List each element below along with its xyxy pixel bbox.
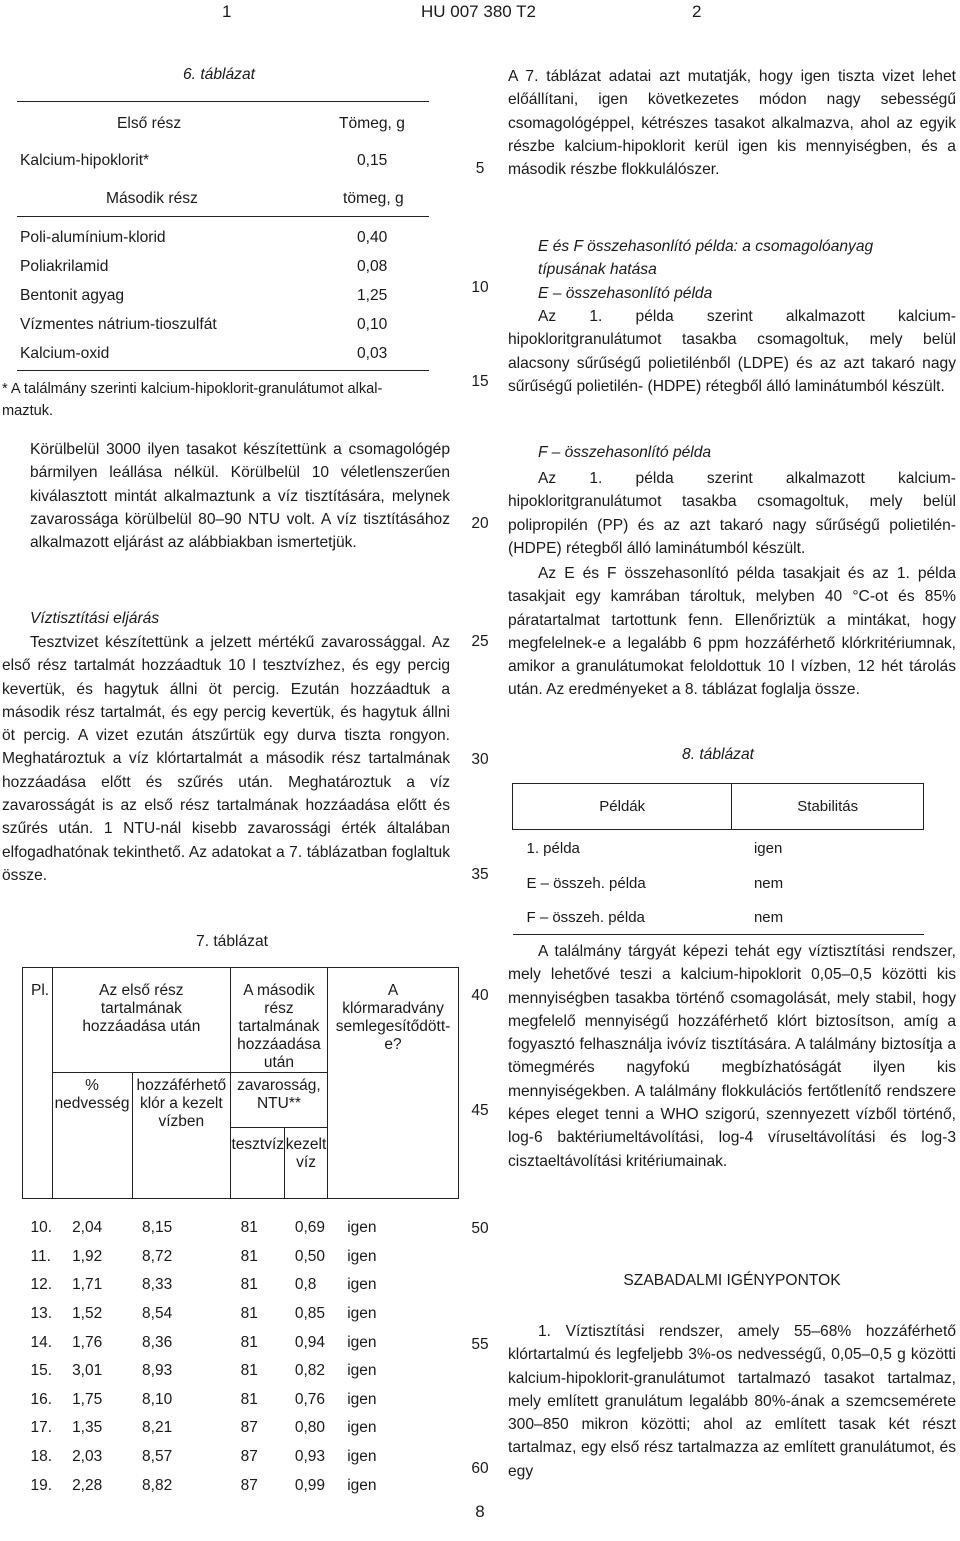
- footnote-line: * A találmány szerinti kalcium-hipoklorit-granulátumot alkal-: [2, 381, 383, 397]
- header-klor: A klórmaradvány semlegesítődött-e?: [327, 968, 459, 1199]
- header-stability: Stabilitás: [732, 784, 924, 830]
- e-heading: E – összehasonlító példa: [538, 284, 713, 302]
- table-row: [23, 1328, 459, 1357]
- table-cell: 16.: [30, 1390, 53, 1408]
- table6-row: [17, 258, 427, 280]
- table-cell: 8,36: [142, 1333, 173, 1351]
- table-cell: 81: [240, 1362, 258, 1380]
- page-footer-number: 8: [475, 1502, 485, 1521]
- row-value: 0,03: [357, 345, 388, 362]
- table8-title: 8. táblázat: [682, 746, 754, 763]
- table-cell: igen: [347, 1390, 377, 1408]
- section-heading: Víztisztítási eljárás: [30, 610, 160, 627]
- table-cell: 8,10: [142, 1390, 173, 1408]
- f-paragraph: Az 1. példa szerint alkalmazott kalcium-hipokloritgranulátumot tasakba csomagoltuk, mely belül polipropilén (PP) és az azt takaró nagy sűrűségű polietilén- (HDPE) rétegből álló laminátumból készült.: [508, 470, 956, 557]
- table-cell: 1,35: [72, 1419, 103, 1437]
- table6-part2-header: [17, 190, 427, 212]
- line-number: 60: [471, 1460, 489, 1477]
- part1-unit: Tömeg, g: [339, 115, 405, 132]
- table-row: [23, 1199, 459, 1243]
- table-cell: 19.: [30, 1476, 53, 1494]
- row-name: Kalcium-oxid: [20, 345, 110, 362]
- table6-row: [17, 229, 427, 251]
- line-number: 15: [471, 373, 489, 390]
- header-test-water: tesztvíz: [231, 1128, 285, 1199]
- table-cell: 8,82: [142, 1476, 173, 1494]
- table-cell: 0,93: [294, 1447, 326, 1465]
- left-paragraph-2: Tesztvizet készítettünk a jelzett mértékű zavarossággal. Az első rész tartalmát hozzáadtuk 10 l tesztvízhez, és egy percig kevertük, és hagytuk állni öt percig. Ezután hozzáadtuk a második rész tartalmát, és egy percig kevertük, és hagytuk állni öt percig. A vizet ezután átszűrtük egy durva tiszta rongyon. Meghatároztuk a víz klórtartalmát a második rész tartalmának hozzáadása előtt és szűrés után. Meghatároztuk a víz zavarosságát is az első rész tartalmának hozzáadása előtt és szűrés után. 1 NTU-nál kisebb zavarossági érték általában elfogadhatónak tekinthető. Az adatokat a 7. táblázatban foglaltuk össze.: [2, 634, 450, 884]
- header-turbidity: zavarosság, NTU**: [231, 1073, 328, 1128]
- table-cell: nem: [753, 875, 784, 892]
- table7: [22, 967, 459, 1500]
- table-cell: 18.: [30, 1447, 53, 1465]
- header-first-part: Az első rész tartalmának hozzáadása után: [52, 968, 231, 1073]
- table-row: [513, 830, 924, 867]
- table-cell: igen: [347, 1476, 377, 1494]
- claim-1: 1. Víztisztítási rendszer, amely 55–68% hozzáférhető klórtartalmú és legfeljebb 3%-os nedvességű, 0,05–0,5 g közötti kalcium-hipoklorit-granulátumot tartalmazó tasakot tartalmaz, mely említett granulátum legalább 80%-ának a szemcsemérete 300–850 mikron közötti; ahol az említett tasak két részt tartalmaz, egy első rész tartalmazza az említett granulátumot, és egy: [508, 1323, 956, 1480]
- table-row: [23, 1385, 459, 1414]
- table-cell: 8,15: [142, 1218, 173, 1236]
- part1-label: Első rész: [117, 115, 182, 132]
- table-cell: igen: [347, 1333, 377, 1351]
- ef-paragraph: Az E és F összehasonlító példa tasakjait és az 1. példa tasakjait egy kamrában tároltuk, melyben 40 °C-ot és 85% páratartalmat tartottunk fenn. Ellenőriztük a mintákat, hogy megfelelnek-e a legalább 6 ppm hozzáférhető klórkritériumnak, amikor a granulátumokat feloldottuk 10 l vízben, 12 hét tárolás után. Az eredményeket a 8. táblázat foglalja össze.: [508, 565, 956, 699]
- f-heading: F – összehasonlító példa: [538, 444, 712, 461]
- table-cell: 1,75: [72, 1390, 103, 1408]
- table-row: [513, 901, 924, 935]
- table-cell: 0,8: [294, 1276, 317, 1294]
- header-examples: Példák: [513, 784, 732, 830]
- table-cell: igen: [347, 1447, 377, 1465]
- table-cell: 10.: [30, 1218, 53, 1236]
- table6-row: [17, 316, 427, 338]
- table8: [512, 783, 924, 935]
- table-cell: 3,01: [72, 1362, 103, 1380]
- table-cell: 8,21: [142, 1419, 173, 1437]
- table-cell: 87: [240, 1419, 258, 1437]
- table-row: [23, 1243, 459, 1272]
- right-paragraph-1: A 7. táblázat adatai azt mutatják, hogy igen tiszta vizet lehet előállítani, igen következetes módon nagy sebességű csomagológéppel, kétrészes tasakot alkalmazva, ahol az egyik részbe kalcium-hipoklorit kerül igen kis mennyiségben, és a második részbe flokkulálószer.: [508, 68, 956, 179]
- row-name: Poli-alumínium-klorid: [20, 229, 166, 246]
- table-cell: 0,94: [294, 1333, 326, 1351]
- table-cell: 81: [240, 1218, 258, 1236]
- table-cell: igen: [347, 1218, 377, 1236]
- table8-body: [513, 830, 924, 935]
- table-cell: 81: [240, 1304, 258, 1322]
- table-cell: igen: [347, 1419, 377, 1437]
- ef-heading-line: E és F összehasonlító példa: a csomagolóanyag: [538, 238, 874, 255]
- left-page-number: 1: [222, 2, 232, 21]
- table-cell: 8,33: [142, 1276, 173, 1294]
- table-cell: igen: [347, 1276, 377, 1294]
- table-cell: F – összeh. példa: [513, 901, 732, 935]
- table-cell: 13.: [30, 1304, 53, 1322]
- table-cell: E – összeh. példa: [526, 875, 646, 892]
- table-cell: 1,71: [72, 1276, 103, 1294]
- header-second-part: A második rész tartalmának hozzáadása után: [231, 968, 328, 1073]
- table-row: [23, 1443, 459, 1472]
- claims-title: SZABADALMI IGÉNYPONTOK: [623, 1272, 841, 1289]
- row-value: 0,15: [357, 152, 388, 169]
- table6-title: 6. táblázat: [183, 66, 255, 83]
- table-cell: 8,72: [142, 1247, 173, 1265]
- table-cell: 12.: [30, 1276, 53, 1294]
- table6-bottom-rule: [17, 370, 429, 371]
- table-cell: 8,54: [142, 1304, 173, 1322]
- table-cell: 2,04: [72, 1218, 103, 1236]
- table-cell: 8,57: [142, 1447, 173, 1465]
- row-value: 1,25: [357, 287, 388, 304]
- table7-title: 7. táblázat: [196, 933, 268, 950]
- table-row: [513, 867, 924, 901]
- table-row: [23, 1357, 459, 1386]
- footnote-line: maztuk.: [2, 403, 54, 419]
- table-cell: 81: [240, 1390, 258, 1408]
- table-row: [23, 1300, 459, 1329]
- table6-row: [17, 287, 427, 309]
- table-cell: 1,76: [72, 1333, 103, 1351]
- table-cell: 1,92: [72, 1247, 103, 1265]
- table-cell: 11.: [30, 1247, 51, 1265]
- table-cell: igen: [347, 1247, 377, 1265]
- ef-heading-line: típusának hatása: [538, 261, 657, 279]
- table-cell: igen: [347, 1304, 377, 1322]
- table-cell: 81: [240, 1247, 258, 1265]
- row-name: Poliakrilamid: [20, 258, 109, 275]
- ef-heading: [538, 235, 873, 305]
- table-cell: 81: [240, 1276, 258, 1294]
- table7-body: [23, 1199, 459, 1500]
- right-page-number: 2: [692, 2, 702, 21]
- line-number: 20: [471, 515, 489, 532]
- table6-part1-header: [17, 115, 427, 137]
- line-number: 55: [471, 1336, 489, 1353]
- table-cell: 0,76: [294, 1390, 326, 1408]
- table-cell: 14.: [30, 1333, 53, 1351]
- header-moisture: % nedvesség: [52, 1073, 132, 1199]
- line-number: 5: [475, 160, 485, 177]
- header-available-chlorine: hozzáférhető klór a kezelt vízben: [132, 1073, 231, 1199]
- line-number: 30: [471, 751, 489, 768]
- table-cell: 2,28: [72, 1476, 103, 1494]
- part2-label: Második rész: [106, 190, 198, 207]
- table-cell: 15.: [30, 1362, 53, 1380]
- table-row: [23, 1414, 459, 1443]
- row-value: 0,40: [357, 229, 388, 246]
- table-cell: 0,80: [294, 1419, 326, 1437]
- row-name: Kalcium-hipoklorit*: [20, 152, 150, 169]
- summary-paragraph: A találmány tárgyát képezi tehát egy víztisztítási rendszer, mely lehetővé teszi a kalcium-hipoklorit 0,05–0,5 közötti kis mennyiségben tasakba történő csomagolását, mely stabil, hogy megfelelő mennyiségű hozzáférhető klórt biztosítson, amíg a fogyasztó felhasználja ivóvíz tisztítására. A találmány biztosítja a tömegmérés nagyfokú megbízhatóságát ilyen kis mennyiségekben. A találmány flokkulációs fertőtlenítő rendszere képes eleget tenni a WHO szigorú, szennyezett vízből történő, log-6 baktériumeltávolítási, log-4 víruseltávolítási és log-3 cisztaeltávolítási kritériumainak.: [508, 943, 956, 1170]
- table-cell: nem: [732, 901, 924, 935]
- row-value: 0,08: [357, 258, 388, 275]
- line-number: 50: [471, 1220, 489, 1237]
- table-cell: igen: [753, 839, 783, 857]
- line-number: 35: [471, 866, 489, 883]
- line-number: 10: [471, 279, 489, 296]
- table-cell: 0,99: [294, 1476, 326, 1494]
- table-cell: 2,03: [72, 1447, 103, 1465]
- e-paragraph: Az 1. példa szerint alkalmazott kalcium-hipokloritgranulátumot tasakba csomagoltuk, mely belül alacsony sűrűségű polietilénből (LDPE) és az azt takaró nagy sűrűségű polietilén- (HDPE) rétegből álló laminátumból készült.: [508, 308, 956, 395]
- table-cell: 17.: [30, 1419, 53, 1437]
- document-id: HU 007 380 T2: [421, 2, 536, 21]
- header-treated-water: kezelt víz: [285, 1128, 327, 1199]
- table-cell: 0,69: [294, 1218, 326, 1236]
- table-cell: 87: [240, 1447, 258, 1465]
- line-number: 40: [471, 987, 489, 1004]
- table-cell: 0,50: [294, 1247, 326, 1265]
- left-paragraph-1: Körülbelül 3000 ilyen tasakot készítettünk a csomagológép bármilyen leállása nélkül. Körülbelül 10 véletlenszerűen kiválasztott mintát alkalmaztunk a víz tisztítására, melynek zavarossága körülbelül 80–90 NTU volt. A víz tisztításához alkalmazott eljárást az alábbiakban ismertetjük.: [30, 441, 450, 552]
- table-cell: igen: [347, 1362, 377, 1380]
- line-number: 45: [471, 1102, 489, 1119]
- row-name: Bentonit agyag: [20, 287, 125, 304]
- table6-footnote: [2, 378, 382, 422]
- row-name: Vízmentes nátrium-tioszulfát: [20, 316, 217, 333]
- header-pl: Pl.: [23, 968, 53, 1199]
- table-cell: 1. példa: [526, 839, 580, 857]
- table-cell: 1,52: [72, 1304, 103, 1322]
- table-cell: 0,85: [294, 1304, 326, 1322]
- table-cell: 0,82: [294, 1362, 326, 1380]
- part2-unit: tömeg, g: [343, 190, 404, 207]
- table-row: [23, 1271, 459, 1300]
- table-row: [23, 1471, 459, 1500]
- table-cell: 81: [240, 1333, 258, 1351]
- line-number: 25: [471, 633, 489, 650]
- table-cell: 8,93: [142, 1362, 173, 1380]
- table-cell: 87: [240, 1476, 258, 1494]
- table6-row: [17, 345, 427, 367]
- table6-row: [17, 152, 427, 174]
- row-value: 0,10: [357, 316, 388, 333]
